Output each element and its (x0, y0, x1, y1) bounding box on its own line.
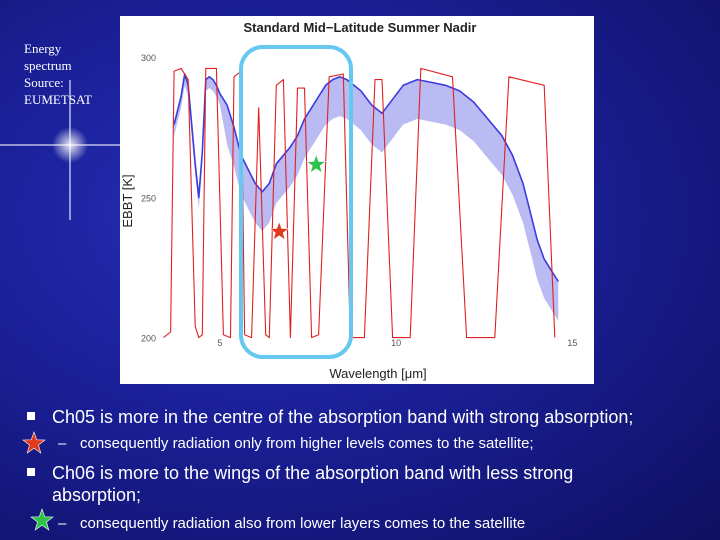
spectrum-figure (120, 16, 594, 384)
x-tick-label: 15 (567, 338, 578, 348)
sub-bullet-ch05: consequently radiation only from higher levels comes to the satellite; (80, 435, 534, 452)
y-tick-label: 250 (140, 193, 156, 204)
bullet-square (27, 468, 35, 476)
sub-bullet-dash: – (58, 515, 67, 532)
green-star-icon (30, 508, 54, 532)
caption-line: Energy (24, 41, 62, 56)
y-tick-label: 200 (140, 333, 156, 344)
x-axis-label: Wavelength [μm] (329, 366, 427, 381)
caption-line: Source: (24, 75, 64, 90)
bullet-ch06: Ch06 is more to the wings of the absorption band with less strong (52, 463, 574, 483)
sub-bullet-ch06: consequently radiation also from lower layers comes to the satellite (80, 515, 526, 532)
caption-line: spectrum (24, 58, 72, 73)
x-tick-label: 10 (391, 338, 402, 348)
caption-line: EUMETSAT (24, 92, 92, 107)
source-caption (24, 40, 119, 108)
bullet-square (27, 412, 35, 420)
y-axis-label: EBBT [K] (120, 174, 135, 228)
spectrum-chart (120, 16, 594, 384)
bullet-ch06-continued: absorption; (52, 485, 142, 505)
red-star-icon (22, 431, 46, 455)
bullet-ch05: Ch05 is more in the centre of the absorption band with strong absorption; (52, 407, 634, 427)
sub-bullet-dash: – (58, 435, 67, 452)
green-star-marker-icon (307, 155, 326, 173)
x-tick-label: 5 (217, 338, 223, 348)
y-tick-label: 300 (140, 53, 156, 64)
chart-title: Standard Mid−Latitude Summer Nadir (243, 20, 477, 35)
